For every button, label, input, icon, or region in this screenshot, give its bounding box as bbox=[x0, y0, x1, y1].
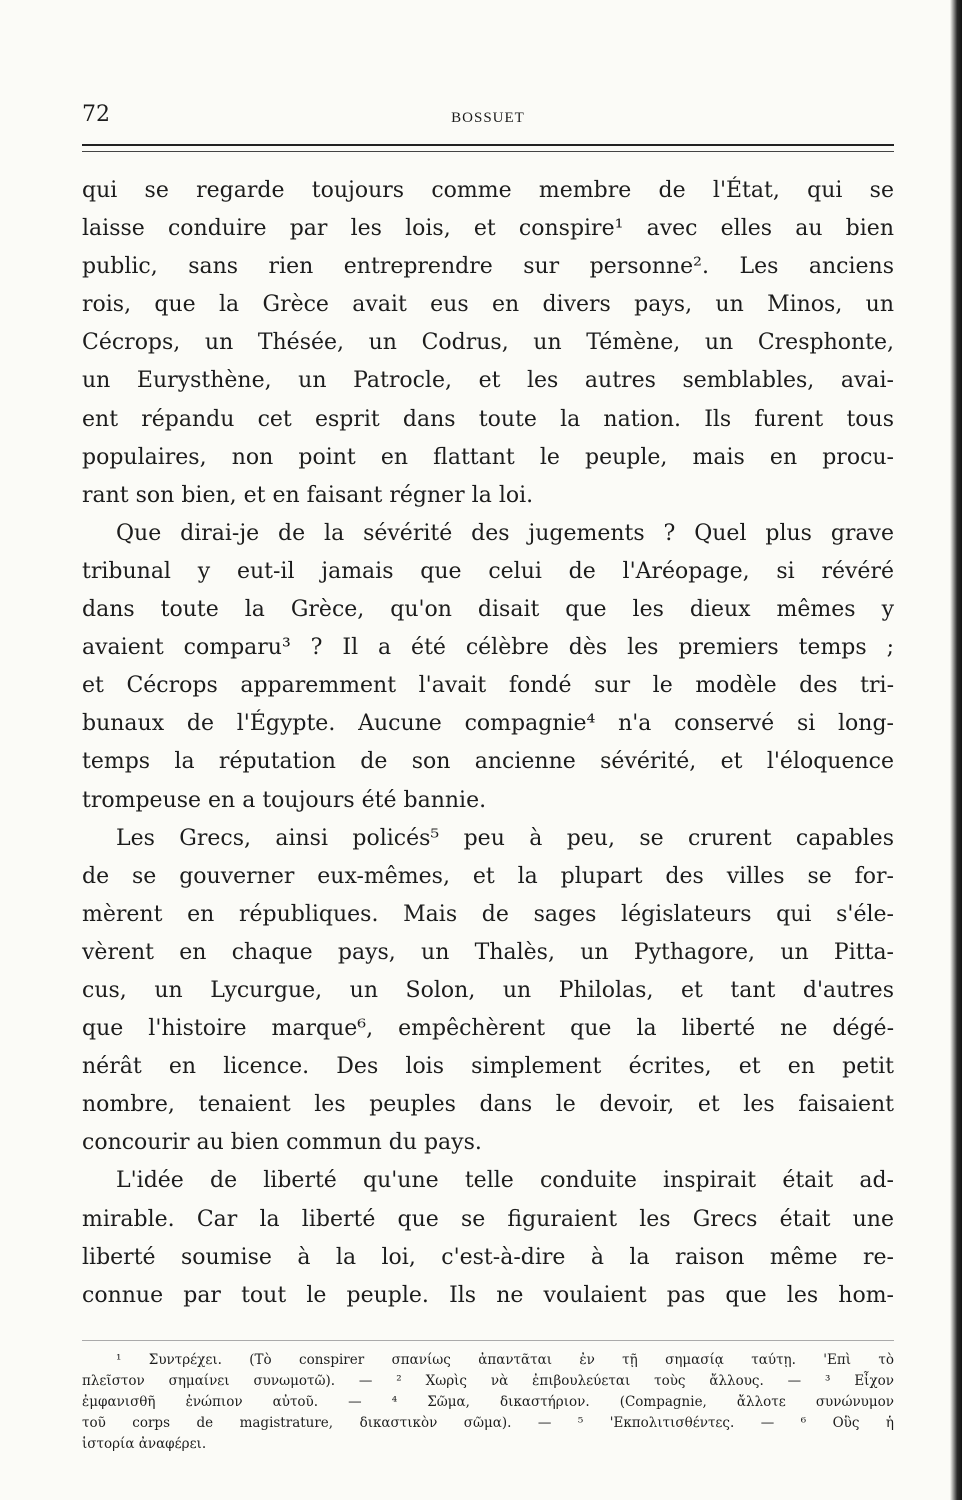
text-line: nérât en licence. Des lois simplement écrites, et en petit bbox=[82, 1054, 894, 1080]
text-line: rois, que la Grèce avait eus en divers pays, un Minos, un bbox=[82, 292, 894, 318]
text-line: ent répandu cet esprit dans toute la nation. Ils furent tous bbox=[82, 406, 894, 432]
footnote-line: ἱστορία ἀναφέρει. bbox=[82, 1436, 207, 1452]
text-line: de se gouverner eux-mêmes, et la plupart des villes se for- bbox=[82, 863, 894, 889]
footnote-rule bbox=[82, 1340, 894, 1341]
text-line: bunaux de l'Égypte. Aucune compagnie⁴ n'a conservé si long- bbox=[82, 711, 894, 737]
page-number: 72 bbox=[82, 102, 110, 127]
text-line: avaient comparu³ ? Il a été célèbre dès les premiers temps ; bbox=[82, 635, 894, 661]
footnote-line: ἐμφανισθῆ ἐνώπιον αὐτοῦ. — ⁴ Σῶμα, δικαστήριον. (Compagnie, ἄλλοτε συνώνυμον bbox=[82, 1394, 894, 1410]
text-line: public, sans rien entreprendre sur personne². Les anciens bbox=[82, 254, 894, 280]
page-edge-shadow bbox=[950, 0, 962, 1500]
text-line: liberté soumise à la loi, c'est-à-dire à la raison même re- bbox=[82, 1244, 894, 1270]
text-line: nombre, tenaient les peuples dans le devoir, et les faisaient bbox=[82, 1092, 894, 1118]
text-line: rant son bien, et en faisant régner la loi. bbox=[82, 482, 534, 508]
text-line: vèrent en chaque pays, un Thalès, un Pythagore, un Pitta- bbox=[82, 939, 894, 965]
text-line: mirable. Car la liberté que se figuraient les Grecs était une bbox=[82, 1206, 894, 1232]
footnotes bbox=[82, 1350, 894, 1455]
footnote-line: πλεῖστον σημαίνει συνωμοτῶ). — ² Χωρὶς νὰ ἐπιβουλεύεται τοὺς ἄλλους. — ³ Εἶχον bbox=[82, 1373, 894, 1389]
text-line: un Eurysthène, un Patrocle, et les autres semblables, avai- bbox=[82, 368, 894, 394]
footnote-line: τοῦ corps de magistrature, δικαστικὸν σῶμα). — ⁵ 'Εκπολιτισθέντες. — ⁶ Οὓς ἡ bbox=[82, 1415, 894, 1431]
text-line: qui se regarde toujours comme membre de l'État, qui se bbox=[82, 178, 894, 203]
text-line: temps la réputation de son ancienne sévérité, et l'éloquence bbox=[82, 749, 894, 775]
text-line: laisse conduire par les lois, et conspire¹ avec elles au bien bbox=[82, 216, 894, 242]
running-header bbox=[82, 102, 894, 136]
text-line: Cécrops, un Thésée, un Codrus, un Témène, un Cresphonte, bbox=[82, 330, 894, 356]
text-line: tribunal y eut-il jamais que celui de l'Aréopage, si révéré bbox=[82, 558, 894, 584]
text-line: Les Grecs, ainsi policés⁵ peu à peu, se crurent capables bbox=[116, 825, 894, 851]
running-title: BOSSUET bbox=[451, 110, 525, 126]
header-rule-thin bbox=[82, 151, 894, 152]
text-line: trompeuse en a toujours été bannie. bbox=[82, 787, 487, 813]
header-rule bbox=[82, 144, 894, 146]
text-line: que l'histoire marque⁶, empêchèrent que la liberté ne dégé- bbox=[82, 1016, 894, 1042]
text-line: et Cécrops apparemment l'avait fondé sur le modèle des tri- bbox=[82, 673, 894, 699]
text-line: connue par tout le peuple. Ils ne voulaient pas que les hom- bbox=[82, 1282, 894, 1308]
text-line: cus, un Lycurgue, un Solon, un Philolas, et tant d'autres bbox=[82, 977, 894, 1003]
footnote-line: ¹ Συντρέχει. (Τὸ conspirer σπανίως ἀπαντᾶται ἐν τῇ σημασίᾳ ταύτῃ. 'Επὶ τὸ bbox=[116, 1352, 894, 1368]
body-text bbox=[82, 172, 894, 1315]
text-line: populaires, non point en flattant le peuple, mais en procu- bbox=[82, 444, 894, 470]
text-line: dans toute la Grèce, qu'on disait que les dieux mêmes y bbox=[82, 597, 894, 623]
text-line: concourir au bien commun du pays. bbox=[82, 1130, 482, 1156]
text-line: mèrent en républiques. Mais de sages législateurs qui s'éle- bbox=[82, 901, 894, 927]
text-line: L'idée de liberté qu'une telle conduite inspirait était ad- bbox=[116, 1168, 894, 1194]
text-line: Que dirai-je de la sévérité des jugements ? Quel plus grave bbox=[116, 520, 894, 546]
